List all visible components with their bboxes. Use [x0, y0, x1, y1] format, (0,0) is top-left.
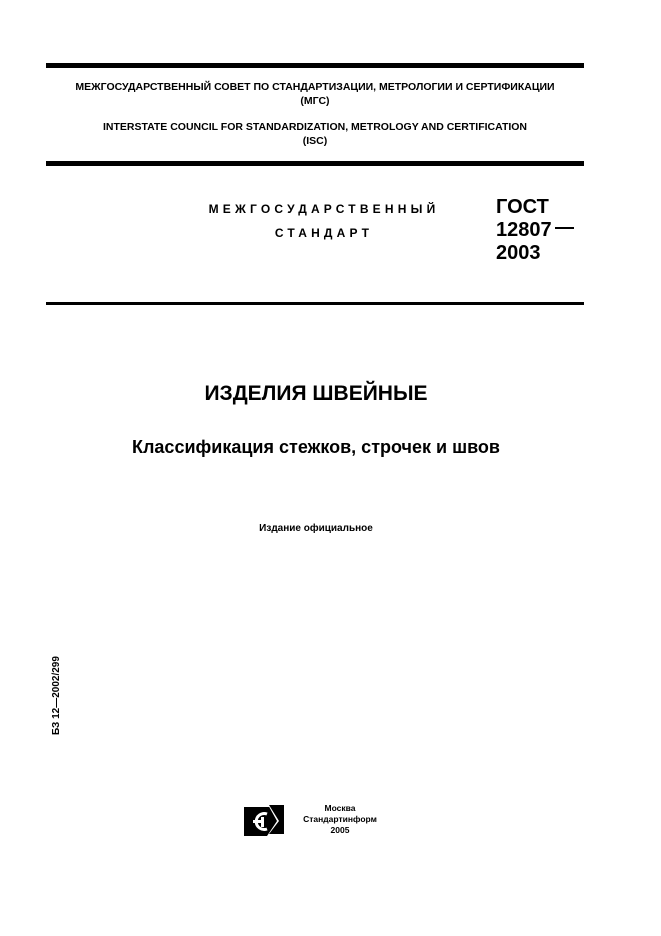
standard-type	[200, 197, 448, 245]
side-registration-code: БЗ 12—2002/299	[51, 656, 62, 735]
council-ru-abbr: (МГС)	[300, 95, 330, 107]
middle-rule	[46, 161, 584, 166]
document-title: ИЗДЕЛИЯ ШВЕЙНЫЕ	[204, 382, 428, 405]
council-en-name: INTERSTATE COUNCIL FOR STANDARDIZATION, METROLOGY AND CERTIFICATION	[102, 121, 528, 133]
edition-note: Издание официальное	[259, 523, 373, 534]
bottom-rule	[46, 302, 584, 305]
gost-number: 12807	[496, 219, 552, 241]
publisher-imprint	[294, 803, 386, 836]
standard-type-line1: МЕЖГОСУДАРСТВЕННЫЙ	[208, 202, 440, 216]
publisher-logo-icon	[244, 803, 286, 836]
gost-designation	[496, 196, 574, 265]
top-rule	[46, 63, 584, 68]
publisher-year: 2005	[330, 825, 350, 835]
council-ru-block	[46, 80, 584, 108]
publisher-city: Москва	[324, 803, 356, 813]
gost-dash	[555, 227, 574, 229]
standard-type-line2: СТАНДАРТ	[274, 226, 374, 240]
council-ru-name: МЕЖГОСУДАРСТВЕННЫЙ СОВЕТ ПО СТАНДАРТИЗАЦИИ, МЕТРОЛОГИИ И СЕРТИФИКАЦИИ	[75, 81, 555, 93]
council-en-block	[46, 120, 584, 148]
gost-year: 2003	[496, 242, 541, 264]
gost-number-line	[496, 219, 574, 242]
document-subtitle: Классификация стежков, строчек и швов	[132, 437, 500, 457]
publisher-name: Стандартинформ	[303, 814, 377, 824]
gost-prefix: ГОСТ	[496, 196, 549, 218]
council-en-abbr: (ISC)	[302, 135, 328, 147]
